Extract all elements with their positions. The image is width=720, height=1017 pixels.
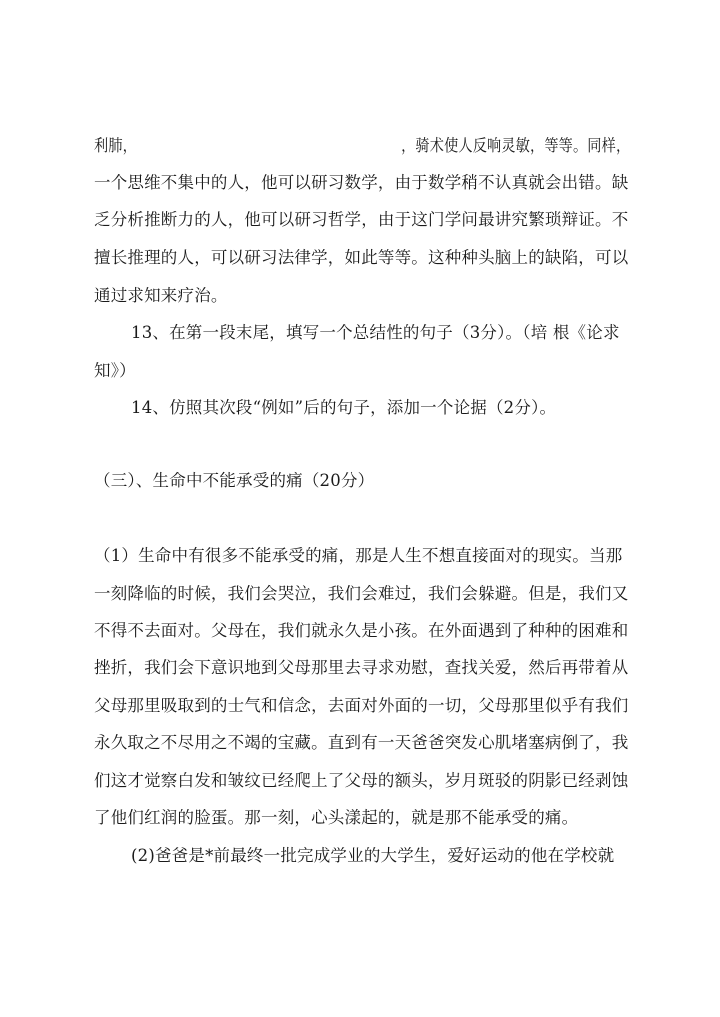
passage-line-3: 乏分析推断力的人，他可以研习哲学，由于这门学问最讲究繁琐辩证。不 <box>94 210 629 229</box>
passage-line-1-end: ，骑术使人反响灵敏，等等。同样， <box>401 136 631 155</box>
paragraph-1-line-2: 一刻降临的时候，我们会哭泣，我们会难过，我们会躲避。但是，我们又 <box>94 584 629 603</box>
passage-line-1 <box>94 131 630 161</box>
passage-line-4: 擅长推理的人，可以研习法律学，如此等等。这种种头脑上的缺陷，可以 <box>94 248 629 267</box>
passage-line-1-start: 利肺， <box>94 136 137 155</box>
paragraph-1-line-8: 了他们红润的脸蛋。那一刻，心头漾起的，就是那不能承受的痛。 <box>94 808 579 827</box>
paragraph-1-line-6: 永久取之不尽用之不竭的宝藏。直到有一天爸爸突发心肌堵塞病倒了，我 <box>94 733 629 752</box>
question-13-line-1: 13、在第一段末尾，填写一个总结性的句子（3分）。（培 根《论求 <box>131 323 620 342</box>
paragraph-1-line-7: 们这才觉察白发和皱纹已经爬上了父母的额头，岁月斑驳的阴影已经剥蚀 <box>94 771 629 790</box>
passage-line-2: 一个思维不集中的人，他可以研习数学，由于数学稍不认真就会出错。缺 <box>94 173 629 192</box>
paragraph-1-line-3: 不得不去面对。父母在，我们就永久是小孩。在外面遇到了种种的困难和 <box>94 621 629 640</box>
paragraph-1-line-1: （1）生命中有很多不能承受的痛，那是人生不想直接面对的现实。当那 <box>94 546 623 565</box>
paragraph-1-line-4: 挫折，我们会下意识地到父母那里去寻求劝慰，查找关爱，然后再带着从 <box>94 658 629 677</box>
paragraph-1-line-5: 父母那里吸取到的士气和信念，去面对外面的一切，父母那里似乎有我们 <box>94 696 629 715</box>
section-heading: （三）、生命中不能承受的痛（20分） <box>94 471 375 490</box>
question-13-line-2: 知》） <box>94 361 136 380</box>
passage-line-5: 通过求知来疗治。 <box>94 286 228 305</box>
question-14: 14、仿照其次段“例如”后的句子，添加一个论据（2分）。 <box>131 398 557 417</box>
paragraph-2-line-1: (2)爸爸是*前最终一批完成学业的大学生，爱好运动的他在学校就 <box>131 846 615 865</box>
